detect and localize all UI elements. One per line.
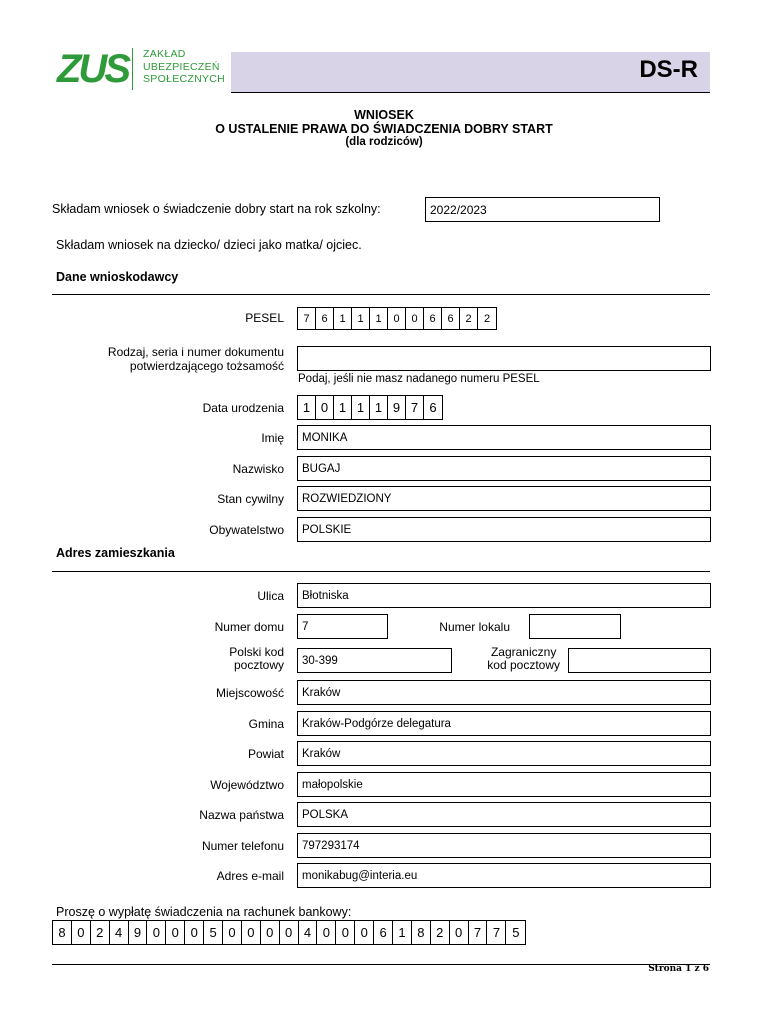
city-label: Miejscowość bbox=[215, 686, 284, 700]
header-band bbox=[231, 52, 710, 92]
foreign-postal-code-field[interactable] bbox=[568, 648, 711, 673]
country-field[interactable]: POLSKA bbox=[297, 802, 711, 827]
bank-digit: 0 bbox=[317, 921, 336, 944]
pesel-field[interactable] bbox=[297, 307, 497, 330]
school-year-field[interactable]: 2022/2023 bbox=[425, 197, 660, 222]
first-name-field[interactable]: MONIKA bbox=[297, 425, 711, 450]
birth-digit: 6 bbox=[429, 400, 437, 415]
flat-number-field[interactable] bbox=[529, 614, 621, 639]
header-rule bbox=[231, 92, 710, 93]
birth-digit: 1 bbox=[370, 396, 388, 419]
first-name-label: Imię bbox=[261, 431, 284, 445]
title-line-3: (dla rodziców) bbox=[345, 136, 423, 148]
bank-digit: 5 bbox=[204, 921, 223, 944]
bank-digit: 5 bbox=[512, 925, 520, 940]
postal-code-label-line: pocztowy bbox=[233, 658, 284, 672]
pesel-digit: 1 bbox=[370, 308, 388, 329]
document-label bbox=[108, 345, 284, 373]
marital-status-field[interactable]: ROZWIEDZIONY bbox=[297, 486, 711, 511]
foreign-postal-code-label bbox=[487, 646, 560, 672]
commune-label: Gmina bbox=[248, 717, 284, 731]
bank-digit: 2 bbox=[431, 921, 450, 944]
birth-digit: 9 bbox=[388, 396, 406, 419]
voivodeship-label: Województwo bbox=[210, 778, 284, 792]
city-field[interactable]: Kraków bbox=[297, 680, 711, 705]
section-address-title: Adres zamieszkania bbox=[56, 546, 175, 560]
section-divider bbox=[52, 294, 710, 295]
pesel-digit: 0 bbox=[388, 308, 406, 329]
pesel-digit: 0 bbox=[406, 308, 424, 329]
last-name-field[interactable]: BUGAJ bbox=[297, 456, 711, 481]
bank-digit: 0 bbox=[450, 921, 469, 944]
postal-code-label bbox=[229, 646, 284, 672]
county-label: Powiat bbox=[247, 747, 284, 761]
bank-digit: 7 bbox=[469, 921, 488, 944]
bank-account-label: Proszę o wypłatę świadczenia na rachunek bankowy: bbox=[56, 905, 352, 919]
bank-digit: 7 bbox=[487, 921, 506, 944]
birth-digit: 1 bbox=[334, 396, 352, 419]
bank-digit: 6 bbox=[374, 921, 393, 944]
citizenship-field[interactable]: POLSKIE bbox=[297, 517, 711, 542]
pesel-digit: 1 bbox=[352, 308, 370, 329]
street-field[interactable]: Błotniska bbox=[297, 583, 711, 608]
bank-digit: 0 bbox=[355, 921, 374, 944]
bank-digit: 0 bbox=[72, 921, 91, 944]
pesel-digit: 2 bbox=[483, 312, 491, 325]
footer-rule bbox=[52, 964, 710, 965]
county-field[interactable]: Kraków bbox=[297, 741, 711, 766]
document-field[interactable] bbox=[297, 346, 711, 371]
bank-digit: 0 bbox=[242, 921, 261, 944]
marital-status-label: Stan cywilny bbox=[217, 492, 284, 506]
email-field[interactable]: monikabug@interia.eu bbox=[297, 863, 711, 888]
bank-digit: 0 bbox=[223, 921, 242, 944]
title-line-2: O USTALENIE PRAWA DO ŚWIADCZENIA DOBRY START bbox=[215, 122, 553, 136]
birth-date-field[interactable] bbox=[297, 395, 443, 420]
bank-digit: 0 bbox=[336, 921, 355, 944]
voivodeship-field[interactable]: małopolskie bbox=[297, 772, 711, 797]
pesel-label: PESEL bbox=[245, 311, 284, 325]
street-label: Ulica bbox=[257, 589, 284, 603]
birth-date-label: Data urodzenia bbox=[202, 401, 284, 415]
pesel-digit: 7 bbox=[298, 308, 316, 329]
house-number-field[interactable]: 7 bbox=[297, 614, 388, 639]
bank-digit: 0 bbox=[261, 921, 280, 944]
phone-field[interactable]: 797293174 bbox=[297, 833, 711, 858]
document-label-line: potwierdzającego tożsamość bbox=[129, 359, 284, 373]
bank-digit: 0 bbox=[280, 921, 299, 944]
postal-code-label-line: Polski kod bbox=[229, 645, 284, 659]
bank-digit: 4 bbox=[299, 921, 318, 944]
svg-text:ZUS: ZUS bbox=[57, 47, 128, 91]
pesel-digit: 6 bbox=[442, 308, 460, 329]
bank-digit: 0 bbox=[185, 921, 204, 944]
pesel-digit: 2 bbox=[460, 308, 478, 329]
form-code: DS-R bbox=[639, 56, 698, 83]
flat-number-label: Numer lokalu bbox=[439, 620, 510, 634]
last-name-label: Nazwisko bbox=[232, 462, 284, 476]
section-applicant-title: Dane wnioskodawcy bbox=[56, 270, 179, 284]
bank-digit: 0 bbox=[166, 921, 185, 944]
bank-account-field[interactable] bbox=[52, 920, 526, 945]
logo-divider bbox=[132, 48, 133, 90]
foreign-postal-code-label-line: Zagraniczny bbox=[490, 645, 557, 659]
birth-digit: 1 bbox=[352, 396, 370, 419]
role-text: Składam wniosek na dziecko/ dzieci jako matka/ ojciec. bbox=[56, 238, 362, 252]
logo-text bbox=[143, 48, 225, 86]
bank-digit: 8 bbox=[53, 921, 72, 944]
page-number: Strona 1 z 6 bbox=[648, 964, 709, 974]
logo-line: SPOŁECZNYCH bbox=[143, 73, 226, 85]
zus-logo-icon bbox=[57, 44, 128, 91]
citizenship-label: Obywatelstwo bbox=[209, 523, 284, 537]
bank-digit: 9 bbox=[129, 921, 148, 944]
foreign-postal-code-label-line: kod pocztowy bbox=[487, 658, 560, 672]
postal-code-field[interactable]: 30-399 bbox=[297, 648, 452, 673]
phone-label: Numer telefonu bbox=[201, 839, 284, 853]
pesel-digit: 6 bbox=[424, 308, 442, 329]
country-label: Nazwa państwa bbox=[199, 808, 284, 822]
document-label-line: Rodzaj, seria i numer dokumentu bbox=[107, 345, 284, 359]
bank-digit: 2 bbox=[91, 921, 110, 944]
pesel-digit: 1 bbox=[334, 308, 352, 329]
bank-digit: 8 bbox=[412, 921, 431, 944]
section-divider bbox=[52, 571, 710, 572]
bank-digit: 0 bbox=[147, 921, 166, 944]
birth-digit: 0 bbox=[316, 396, 334, 419]
birth-digit: 7 bbox=[406, 396, 424, 419]
school-year-label: Składam wniosek o świadczenie dobry start na rok szkolny: bbox=[52, 202, 381, 216]
bank-digit: 1 bbox=[393, 921, 412, 944]
email-label: Adres e-mail bbox=[216, 869, 284, 883]
logo-line: ZAKŁAD bbox=[143, 48, 186, 60]
title-line-1: WNIOSEK bbox=[354, 108, 414, 122]
house-number-label: Numer domu bbox=[214, 620, 284, 634]
bank-digit: 4 bbox=[110, 921, 129, 944]
birth-digit: 1 bbox=[298, 396, 316, 419]
document-hint: Podaj, jeśli nie masz nadanego numeru PESEL bbox=[298, 373, 540, 385]
logo-line: UBEZPIECZEŃ bbox=[143, 60, 220, 73]
commune-field[interactable]: Kraków-Podgórze delegatura bbox=[297, 711, 711, 736]
pesel-digit: 6 bbox=[316, 308, 334, 329]
